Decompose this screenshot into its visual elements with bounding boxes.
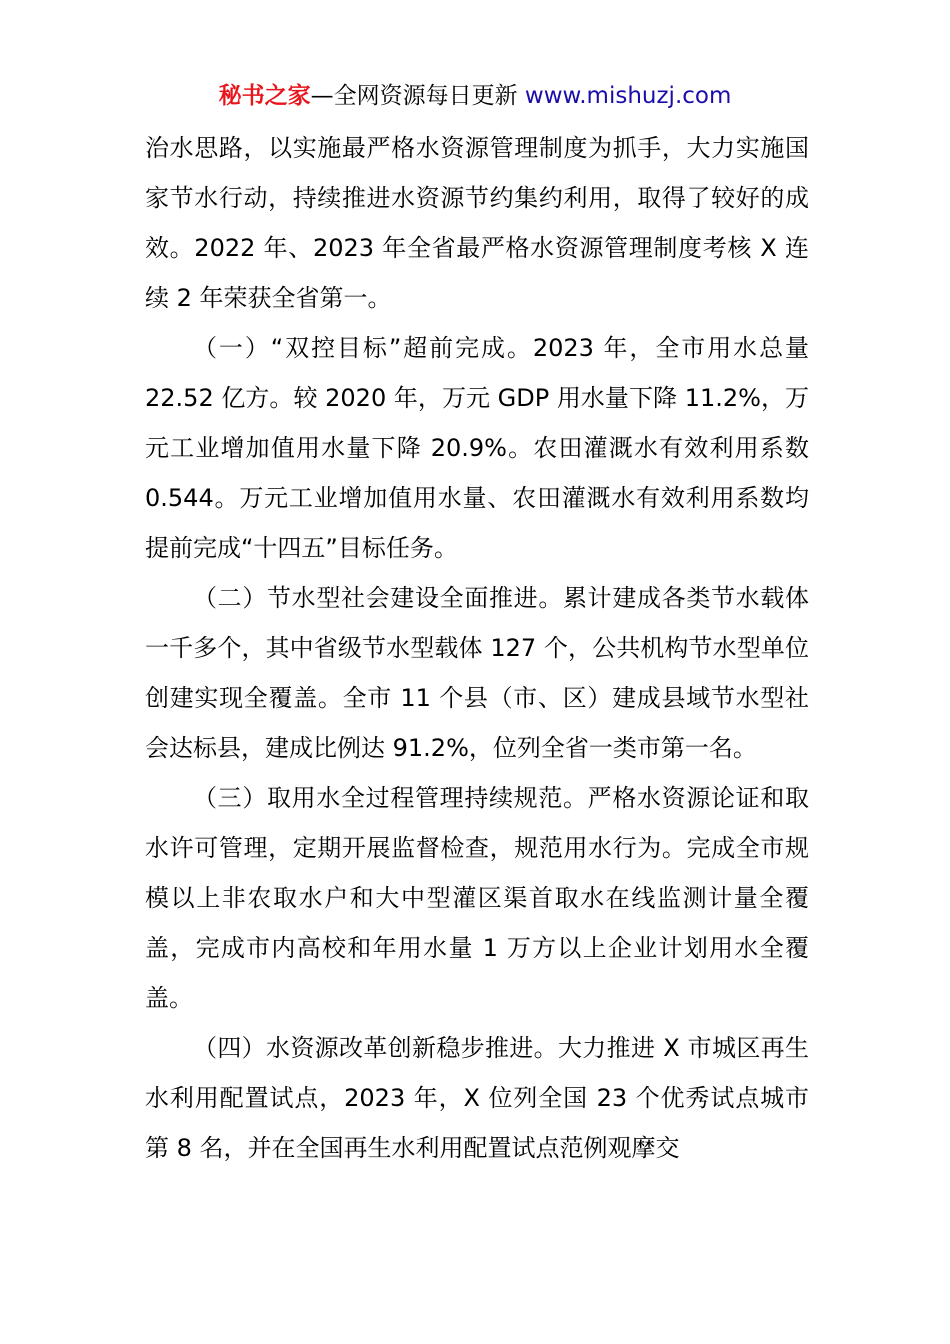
paragraph-section-1: （一）“双控目标”超前完成。2023 年，全市用水总量 22.52 亿方。较 2020 年，万元 GDP 用水量下降 11.2%，万元工业增加值用水量下降 20.9%。农田灌溉水有效利用系数 0.544。万元工业增加值用水量、农田灌溉水有效利用系数均提前完成“十四五”目标任务。	[145, 334, 809, 562]
paragraph-section-4: （四）水资源改革创新稳步推进。大力推进 X 市城区再生水利用配置试点，2023 年，X 位列全国 23 个优秀试点城市第 8 名，并在全国再生水利用配置试点范例观摩交	[145, 1034, 809, 1162]
page-header	[0, 80, 950, 112]
header-tagline: —全网资源每日更新	[310, 83, 525, 109]
website-link[interactable]: www.mishuzj.com	[524, 83, 732, 109]
paragraph-section-2: （二）节水型社会建设全面推进。累计建成各类节水载体一千多个，其中省级节水型载体 127 个，公共机构节水型单位创建实现全覆盖。全市 11 个县（市、区）建成县域节水型社会达标县，建成比例达 91.2%，位列全省一类市第一名。	[145, 584, 809, 762]
paragraph-intro-continued: 治水思路，以实施最严格水资源管理制度为抓手，大力实施国家节水行动，持续推进水资源节约集约利用，取得了较好的成效。2022 年、2023 年全省最严格水资源管理制度考核 X 连续 2 年荣获全省第一。	[145, 134, 809, 312]
brand-name: 秘书之家	[218, 83, 311, 109]
document-body	[145, 123, 809, 1173]
paragraph-section-3: （三）取用水全过程管理持续规范。严格水资源论证和取水许可管理，定期开展监督检查，规范用水行为。完成全市规模以上非农取水户和大中型灌区渠首取水在线监测计量全覆盖，完成市内高校和年用水量 1 万方以上企业计划用水全覆盖。	[145, 784, 809, 1012]
